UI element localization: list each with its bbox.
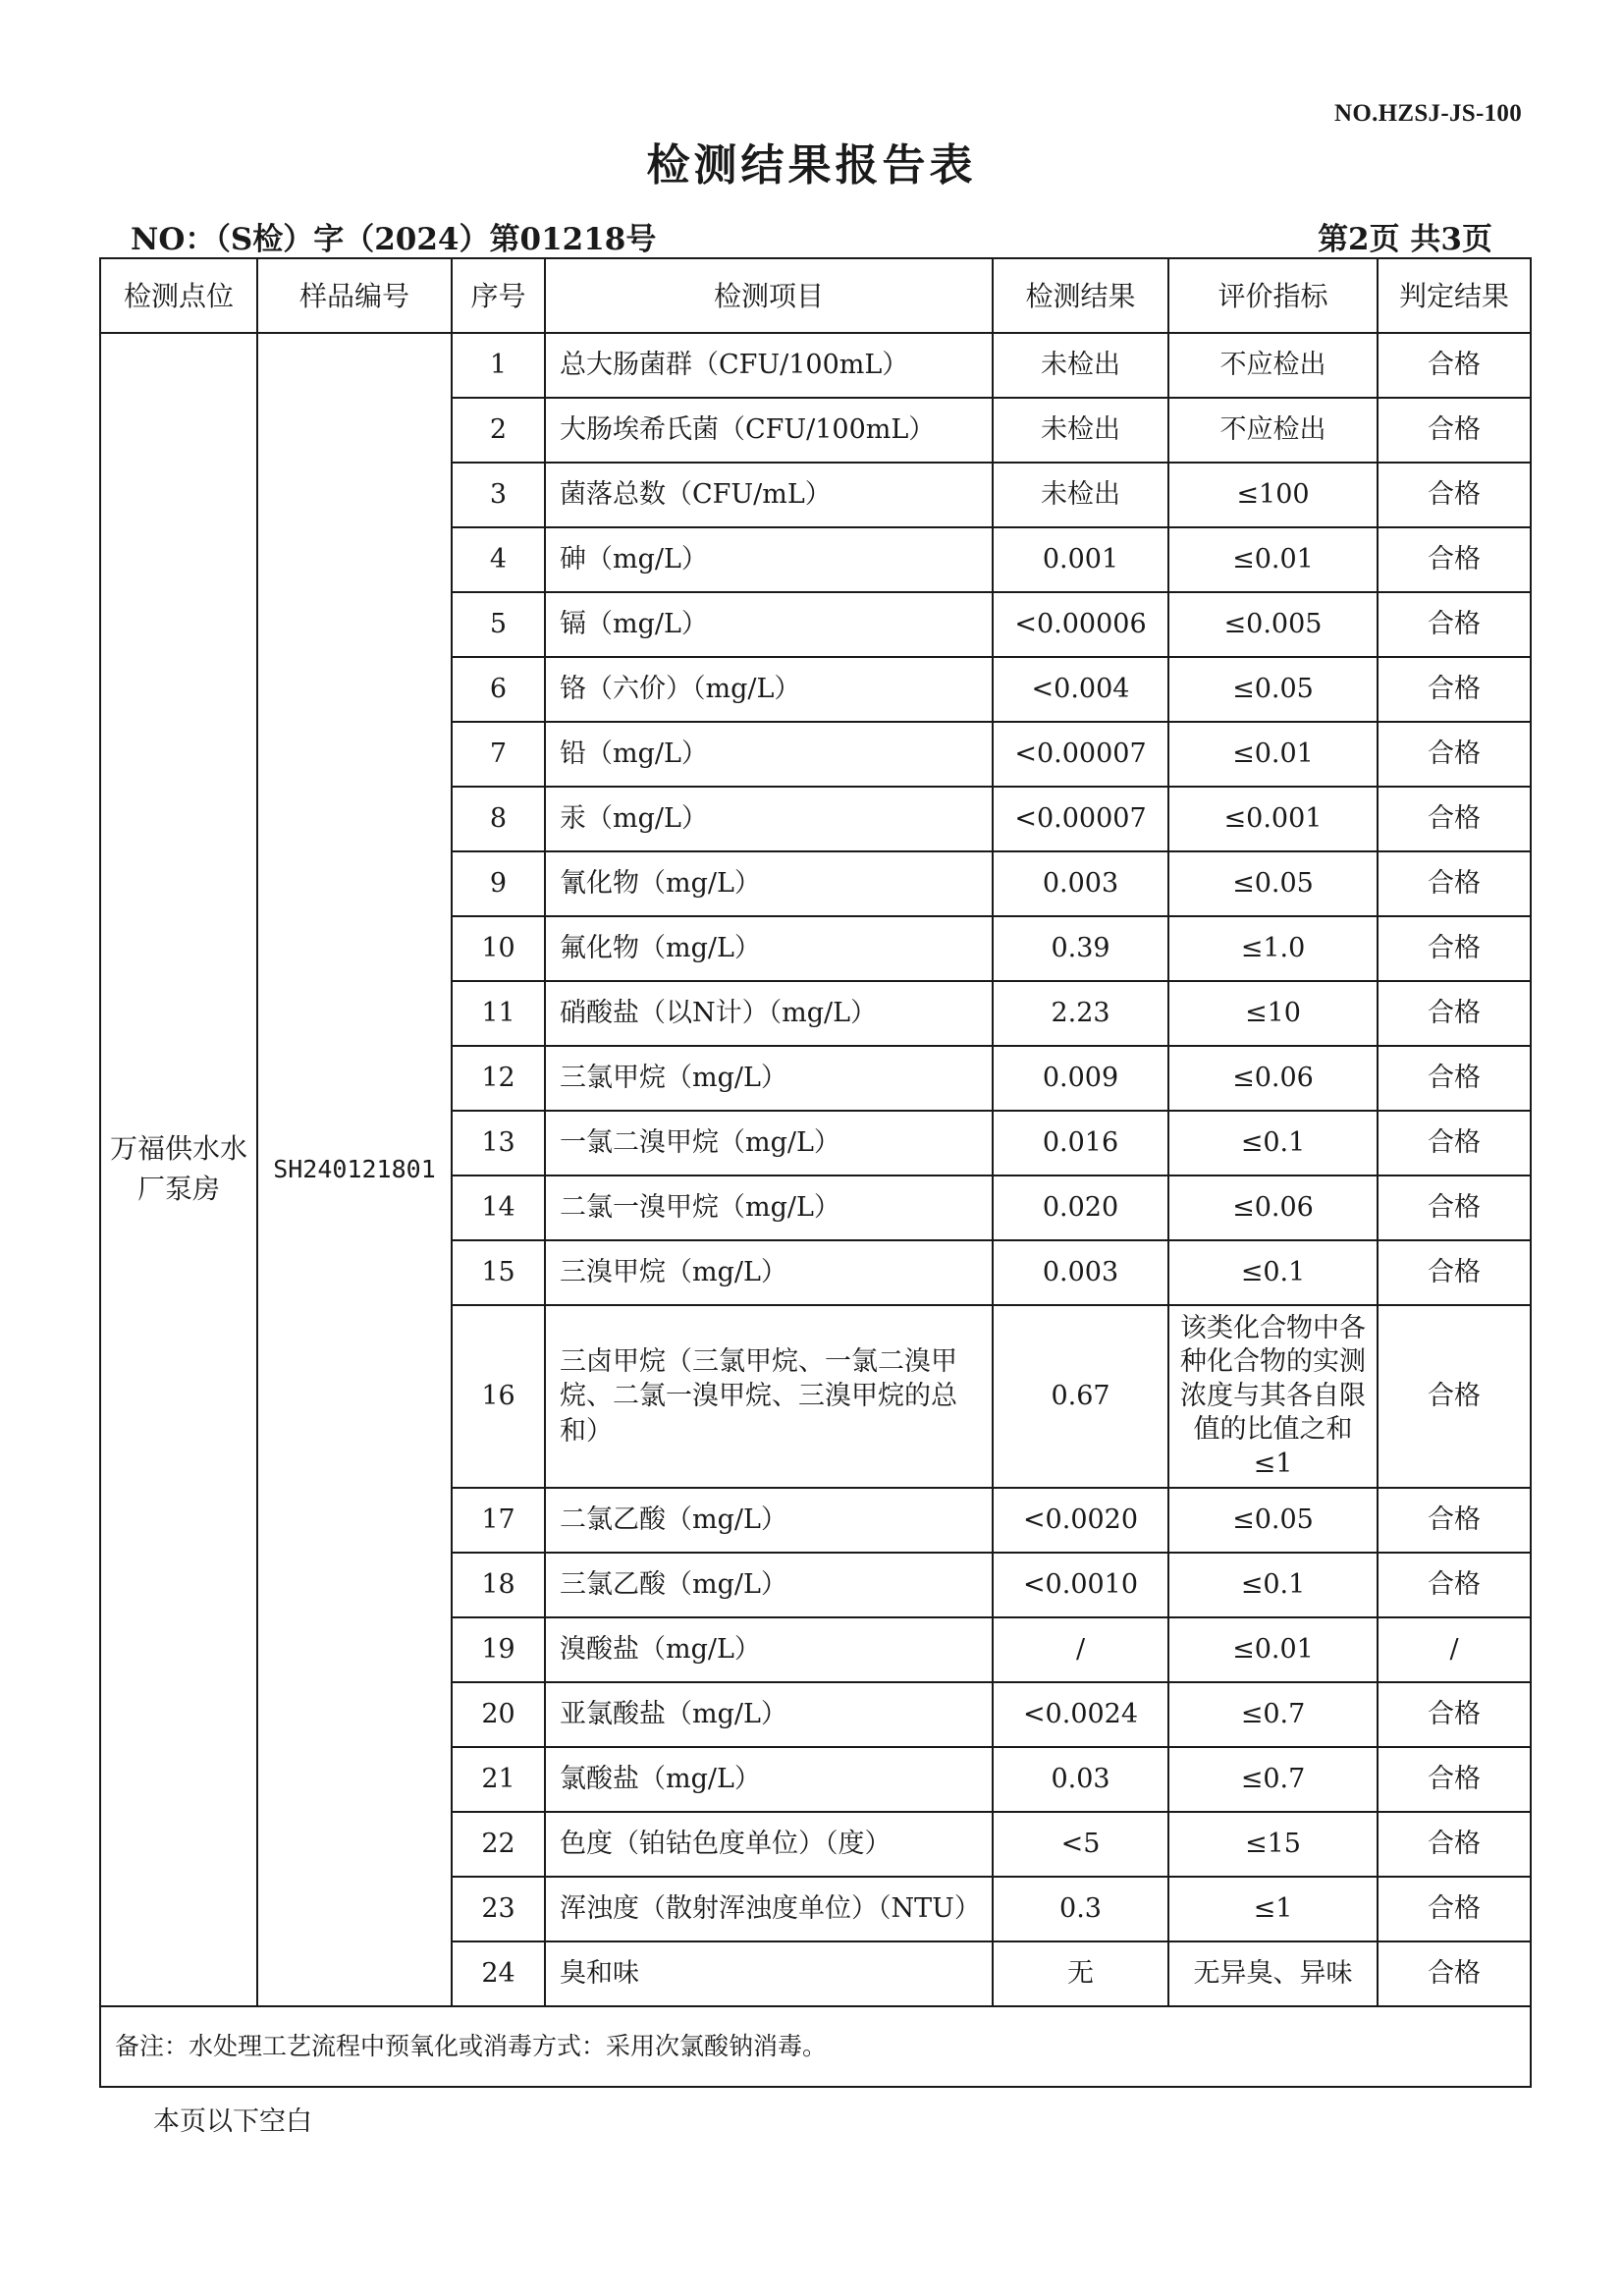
result-cell: 0.001 <box>993 527 1168 592</box>
judgment-cell: 合格 <box>1378 333 1531 398</box>
number-cell: 16 <box>452 1305 545 1488</box>
result-cell: 无 <box>993 1941 1168 2006</box>
criterion-cell: ≤1.0 <box>1168 916 1378 981</box>
result-cell: <0.00007 <box>993 787 1168 851</box>
judgment-cell: 合格 <box>1378 787 1531 851</box>
judgment-cell: 合格 <box>1378 1175 1531 1240</box>
judgment-cell: 合格 <box>1378 398 1531 463</box>
judgment-cell: 合格 <box>1378 1682 1531 1747</box>
result-cell: 未检出 <box>993 398 1168 463</box>
number-cell: 14 <box>452 1175 545 1240</box>
result-cell: <0.004 <box>993 657 1168 722</box>
item-cell: 溴酸盐（mg/L） <box>545 1617 993 1682</box>
item-cell: 镉（mg/L） <box>545 592 993 657</box>
result-cell: 0.67 <box>993 1305 1168 1488</box>
table-header-row <box>100 258 1531 333</box>
number-cell: 2 <box>452 398 545 463</box>
number-cell: 17 <box>452 1488 545 1553</box>
header-location: 检测点位 <box>100 258 257 333</box>
item-cell: 汞（mg/L） <box>545 787 993 851</box>
judgment-cell: 合格 <box>1378 592 1531 657</box>
criterion-cell: ≤0.06 <box>1168 1046 1378 1111</box>
results-table <box>99 257 1532 2088</box>
page-title: 检测结果报告表 <box>646 140 977 191</box>
item-cell: 氯酸盐（mg/L） <box>545 1747 993 1812</box>
number-cell: 24 <box>452 1941 545 2006</box>
criterion-cell: 该类化合物中各种化合物的实测浓度与其各自限值的比值之和≤1 <box>1168 1305 1378 1488</box>
blank-below-note: 本页以下空白 <box>153 2106 312 2137</box>
table-row <box>100 333 1531 398</box>
criterion-cell: ≤0.05 <box>1168 851 1378 916</box>
result-cell: 0.3 <box>993 1877 1168 1941</box>
result-cell: 0.016 <box>993 1111 1168 1175</box>
criterion-cell: ≤0.1 <box>1168 1553 1378 1617</box>
criterion-cell: 不应检出 <box>1168 398 1378 463</box>
report-reference-line <box>131 214 1492 257</box>
item-cell: 氟化物（mg/L） <box>545 916 993 981</box>
criterion-cell: ≤0.06 <box>1168 1175 1378 1240</box>
item-cell: 铅（mg/L） <box>545 722 993 787</box>
number-cell: 10 <box>452 916 545 981</box>
judgment-cell: 合格 <box>1378 722 1531 787</box>
number-cell: 20 <box>452 1682 545 1747</box>
header-sample-id: 样品编号 <box>257 258 452 333</box>
result-cell: <0.0020 <box>993 1488 1168 1553</box>
result-cell: 0.03 <box>993 1747 1168 1812</box>
judgment-cell: 合格 <box>1378 1877 1531 1941</box>
number-cell: 3 <box>452 463 545 527</box>
number-cell: 21 <box>452 1747 545 1812</box>
result-cell: 0.39 <box>993 916 1168 981</box>
criterion-cell: ≤1 <box>1168 1877 1378 1941</box>
number-cell: 11 <box>452 981 545 1046</box>
judgment-cell: 合格 <box>1378 851 1531 916</box>
criterion-cell: ≤0.005 <box>1168 592 1378 657</box>
item-cell: 二氯乙酸（mg/L） <box>545 1488 993 1553</box>
judgment-cell: 合格 <box>1378 1046 1531 1111</box>
judgment-cell: 合格 <box>1378 1941 1531 2006</box>
header-criterion: 评价指标 <box>1168 258 1378 333</box>
criterion-cell: ≤0.01 <box>1168 1617 1378 1682</box>
number-cell: 1 <box>452 333 545 398</box>
result-cell: 0.003 <box>993 1240 1168 1305</box>
result-cell: 2.23 <box>993 981 1168 1046</box>
item-cell: 浑浊度（散射浑浊度单位）（NTU） <box>545 1877 993 1941</box>
judgment-cell: 合格 <box>1378 916 1531 981</box>
item-cell: 硝酸盐（以N计）（mg/L） <box>545 981 993 1046</box>
judgment-cell: 合格 <box>1378 1305 1531 1488</box>
number-cell: 7 <box>452 722 545 787</box>
criterion-cell: ≤0.05 <box>1168 657 1378 722</box>
criterion-cell: ≤100 <box>1168 463 1378 527</box>
header-result: 检测结果 <box>993 258 1168 333</box>
judgment-cell: 合格 <box>1378 1747 1531 1812</box>
document-code: NO.HZSJ-JS-100 <box>1333 100 1522 127</box>
number-cell: 5 <box>452 592 545 657</box>
judgment-cell: 合格 <box>1378 657 1531 722</box>
number-cell: 15 <box>452 1240 545 1305</box>
item-cell: 二氯一溴甲烷（mg/L） <box>545 1175 993 1240</box>
criterion-cell: ≤0.1 <box>1168 1111 1378 1175</box>
item-cell: 色度（铂钴色度单位）（度） <box>545 1812 993 1877</box>
criterion-cell: ≤15 <box>1168 1812 1378 1877</box>
item-cell: 铬（六价）（mg/L） <box>545 657 993 722</box>
criterion-cell: 无异臭、异味 <box>1168 1941 1378 2006</box>
page-indicator: 第2页 共3页 <box>1318 222 1492 257</box>
remark-row <box>100 2006 1531 2087</box>
result-cell: 未检出 <box>993 333 1168 398</box>
result-cell: 0.009 <box>993 1046 1168 1111</box>
criterion-cell: ≤0.01 <box>1168 527 1378 592</box>
criterion-cell: ≤0.05 <box>1168 1488 1378 1553</box>
item-cell: 大肠埃希氏菌（CFU/100mL） <box>545 398 993 463</box>
number-cell: 13 <box>452 1111 545 1175</box>
result-cell: <0.0010 <box>993 1553 1168 1617</box>
location-cell: 万福供水水厂泵房 <box>100 333 257 2006</box>
judgment-cell: 合格 <box>1378 527 1531 592</box>
judgment-cell: / <box>1378 1617 1531 1682</box>
number-cell: 6 <box>452 657 545 722</box>
seal-stamp-fragment <box>1584 1090 1623 1198</box>
result-cell: / <box>993 1617 1168 1682</box>
result-cell: <5 <box>993 1812 1168 1877</box>
item-cell: 三卤甲烷（三氯甲烷、一氯二溴甲烷、二氯一溴甲烷、三溴甲烷的总和） <box>545 1305 993 1488</box>
number-cell: 23 <box>452 1877 545 1941</box>
sample-id-cell: SH240121801 <box>257 333 452 2006</box>
seal-stamp-fragment <box>1584 884 1623 977</box>
judgment-cell: 合格 <box>1378 1240 1531 1305</box>
result-cell: 未检出 <box>993 463 1168 527</box>
header-judgment: 判定结果 <box>1378 258 1531 333</box>
result-cell: 0.003 <box>993 851 1168 916</box>
number-cell: 18 <box>452 1553 545 1617</box>
item-cell: 三溴甲烷（mg/L） <box>545 1240 993 1305</box>
criterion-cell: ≤0.01 <box>1168 722 1378 787</box>
header-number: 序号 <box>452 258 545 333</box>
criterion-cell: 不应检出 <box>1168 333 1378 398</box>
judgment-cell: 合格 <box>1378 1553 1531 1617</box>
number-cell: 8 <box>452 787 545 851</box>
result-cell: <0.00006 <box>993 592 1168 657</box>
judgment-cell: 合格 <box>1378 463 1531 527</box>
number-cell: 9 <box>452 851 545 916</box>
judgment-cell: 合格 <box>1378 1488 1531 1553</box>
criterion-cell: ≤0.7 <box>1168 1747 1378 1812</box>
header-item: 检测项目 <box>545 258 993 333</box>
report-number: NO：（S检）字（2024）第01218号 <box>131 222 657 257</box>
criterion-cell: ≤10 <box>1168 981 1378 1046</box>
result-cell: <0.0024 <box>993 1682 1168 1747</box>
judgment-cell: 合格 <box>1378 1111 1531 1175</box>
item-cell: 总大肠菌群（CFU/100mL） <box>545 333 993 398</box>
judgment-cell: 合格 <box>1378 981 1531 1046</box>
item-cell: 三氯甲烷（mg/L） <box>545 1046 993 1111</box>
item-cell: 臭和味 <box>545 1941 993 2006</box>
number-cell: 12 <box>452 1046 545 1111</box>
number-cell: 19 <box>452 1617 545 1682</box>
item-cell: 一氯二溴甲烷（mg/L） <box>545 1111 993 1175</box>
criterion-cell: ≤0.001 <box>1168 787 1378 851</box>
criterion-cell: ≤0.1 <box>1168 1240 1378 1305</box>
result-cell: 0.020 <box>993 1175 1168 1240</box>
remark: 备注：水处理工艺流程中预氧化或消毒方式：采用次氯酸钠消毒。 <box>100 2006 1531 2087</box>
item-cell: 亚氯酸盐（mg/L） <box>545 1682 993 1747</box>
number-cell: 4 <box>452 527 545 592</box>
item-cell: 三氯乙酸（mg/L） <box>545 1553 993 1617</box>
item-cell: 菌落总数（CFU/mL） <box>545 463 993 527</box>
number-cell: 22 <box>452 1812 545 1877</box>
item-cell: 氰化物（mg/L） <box>545 851 993 916</box>
item-cell: 砷（mg/L） <box>545 527 993 592</box>
result-cell: <0.00007 <box>993 722 1168 787</box>
criterion-cell: ≤0.7 <box>1168 1682 1378 1747</box>
judgment-cell: 合格 <box>1378 1812 1531 1877</box>
